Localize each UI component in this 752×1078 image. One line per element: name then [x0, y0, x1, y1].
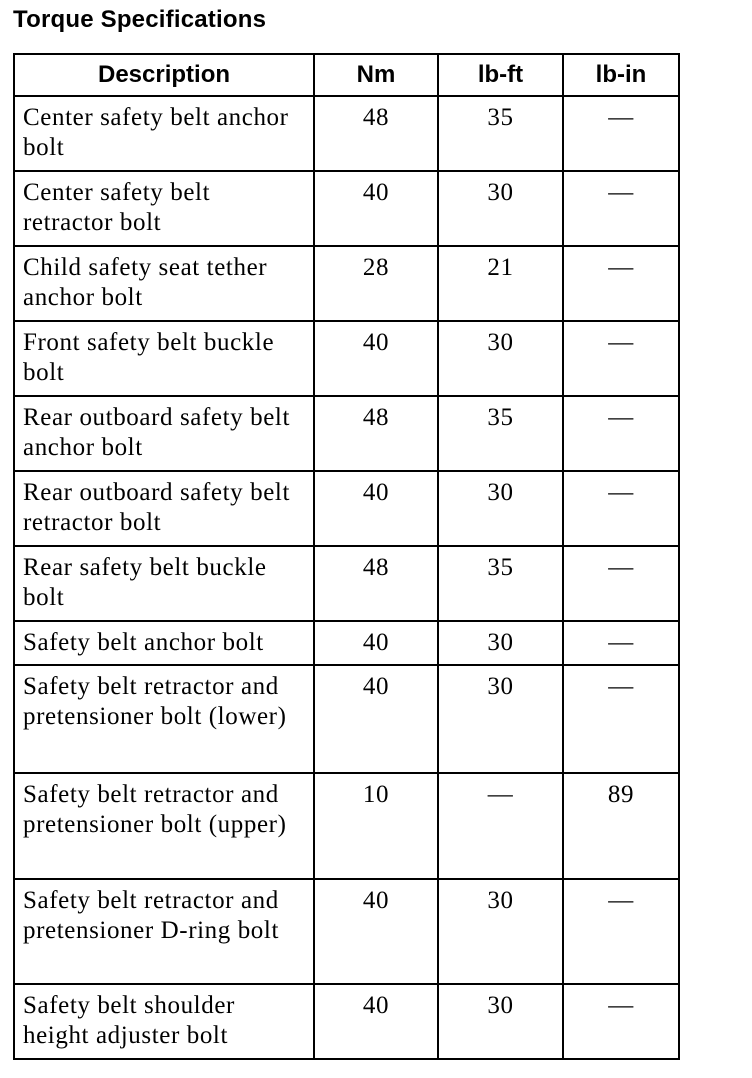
description-cell: Safety belt retractor and pretensioner bolt (lower) — [14, 665, 314, 773]
lbft-cell: 30 — [438, 665, 563, 773]
torque-table — [13, 53, 680, 1060]
description-cell: Safety belt shoulder height adjuster bolt — [14, 984, 314, 1059]
nm-cell: 40 — [314, 665, 438, 773]
lbin-cell: — — [563, 471, 679, 546]
description-cell: Child safety seat tether anchor bolt — [14, 246, 314, 321]
nm-cell: 40 — [314, 621, 438, 665]
nm-cell: 48 — [314, 546, 438, 621]
table-row — [14, 246, 679, 321]
table-row — [14, 665, 679, 773]
lbft-cell: 30 — [438, 984, 563, 1059]
lbft-cell: 30 — [438, 621, 563, 665]
table-row — [14, 321, 679, 396]
lbft-cell: 30 — [438, 171, 563, 246]
lbin-cell: — — [563, 246, 679, 321]
description-cell: Safety belt retractor and pretensioner D-ring bolt — [14, 879, 314, 984]
lbin-cell: — — [563, 546, 679, 621]
description-cell: Safety belt anchor bolt — [14, 621, 314, 665]
nm-cell: 40 — [314, 171, 438, 246]
lbin-cell: — — [563, 96, 679, 171]
table-row — [14, 621, 679, 665]
lbft-cell: 30 — [438, 471, 563, 546]
lbft-cell: 35 — [438, 96, 563, 171]
column-header-description: Description — [14, 54, 314, 96]
nm-cell: 48 — [314, 96, 438, 171]
table-row — [14, 984, 679, 1059]
nm-cell: 28 — [314, 246, 438, 321]
nm-cell: 48 — [314, 396, 438, 471]
lbft-cell: 21 — [438, 246, 563, 321]
nm-cell: 10 — [314, 773, 438, 879]
lbft-cell: 30 — [438, 321, 563, 396]
description-cell: Safety belt retractor and pretensioner bolt (upper) — [14, 773, 314, 879]
table-row — [14, 879, 679, 984]
lbin-cell: — — [563, 321, 679, 396]
nm-cell: 40 — [314, 321, 438, 396]
description-cell: Center safety belt anchor bolt — [14, 96, 314, 171]
description-cell: Front safety belt buckle bolt — [14, 321, 314, 396]
column-header-nm: Nm — [314, 54, 438, 96]
lbin-cell: — — [563, 879, 679, 984]
lbin-cell: — — [563, 396, 679, 471]
lbft-cell: 35 — [438, 396, 563, 471]
nm-cell: 40 — [314, 984, 438, 1059]
nm-cell: 40 — [314, 879, 438, 984]
lbin-cell: — — [563, 621, 679, 665]
table-row — [14, 546, 679, 621]
table-row — [14, 773, 679, 879]
description-cell: Rear outboard safety belt anchor bolt — [14, 396, 314, 471]
lbft-cell: 35 — [438, 546, 563, 621]
table-row — [14, 471, 679, 546]
lbin-cell: — — [563, 171, 679, 246]
lbft-cell: 30 — [438, 879, 563, 984]
column-header-lbin: lb-in — [563, 54, 679, 96]
description-cell: Center safety belt retractor bolt — [14, 171, 314, 246]
lbin-cell: — — [563, 984, 679, 1059]
nm-cell: 40 — [314, 471, 438, 546]
lbin-cell: 89 — [563, 773, 679, 879]
table-row — [14, 396, 679, 471]
description-cell: Rear safety belt buckle bolt — [14, 546, 314, 621]
table-row — [14, 171, 679, 246]
description-cell: Rear outboard safety belt retractor bolt — [14, 471, 314, 546]
header-row — [14, 54, 679, 96]
lbin-cell: — — [563, 665, 679, 773]
lbft-cell: — — [438, 773, 563, 879]
table-row — [14, 96, 679, 171]
page-title: Torque Specifications — [13, 6, 267, 33]
column-header-lbft: lb-ft — [438, 54, 563, 96]
